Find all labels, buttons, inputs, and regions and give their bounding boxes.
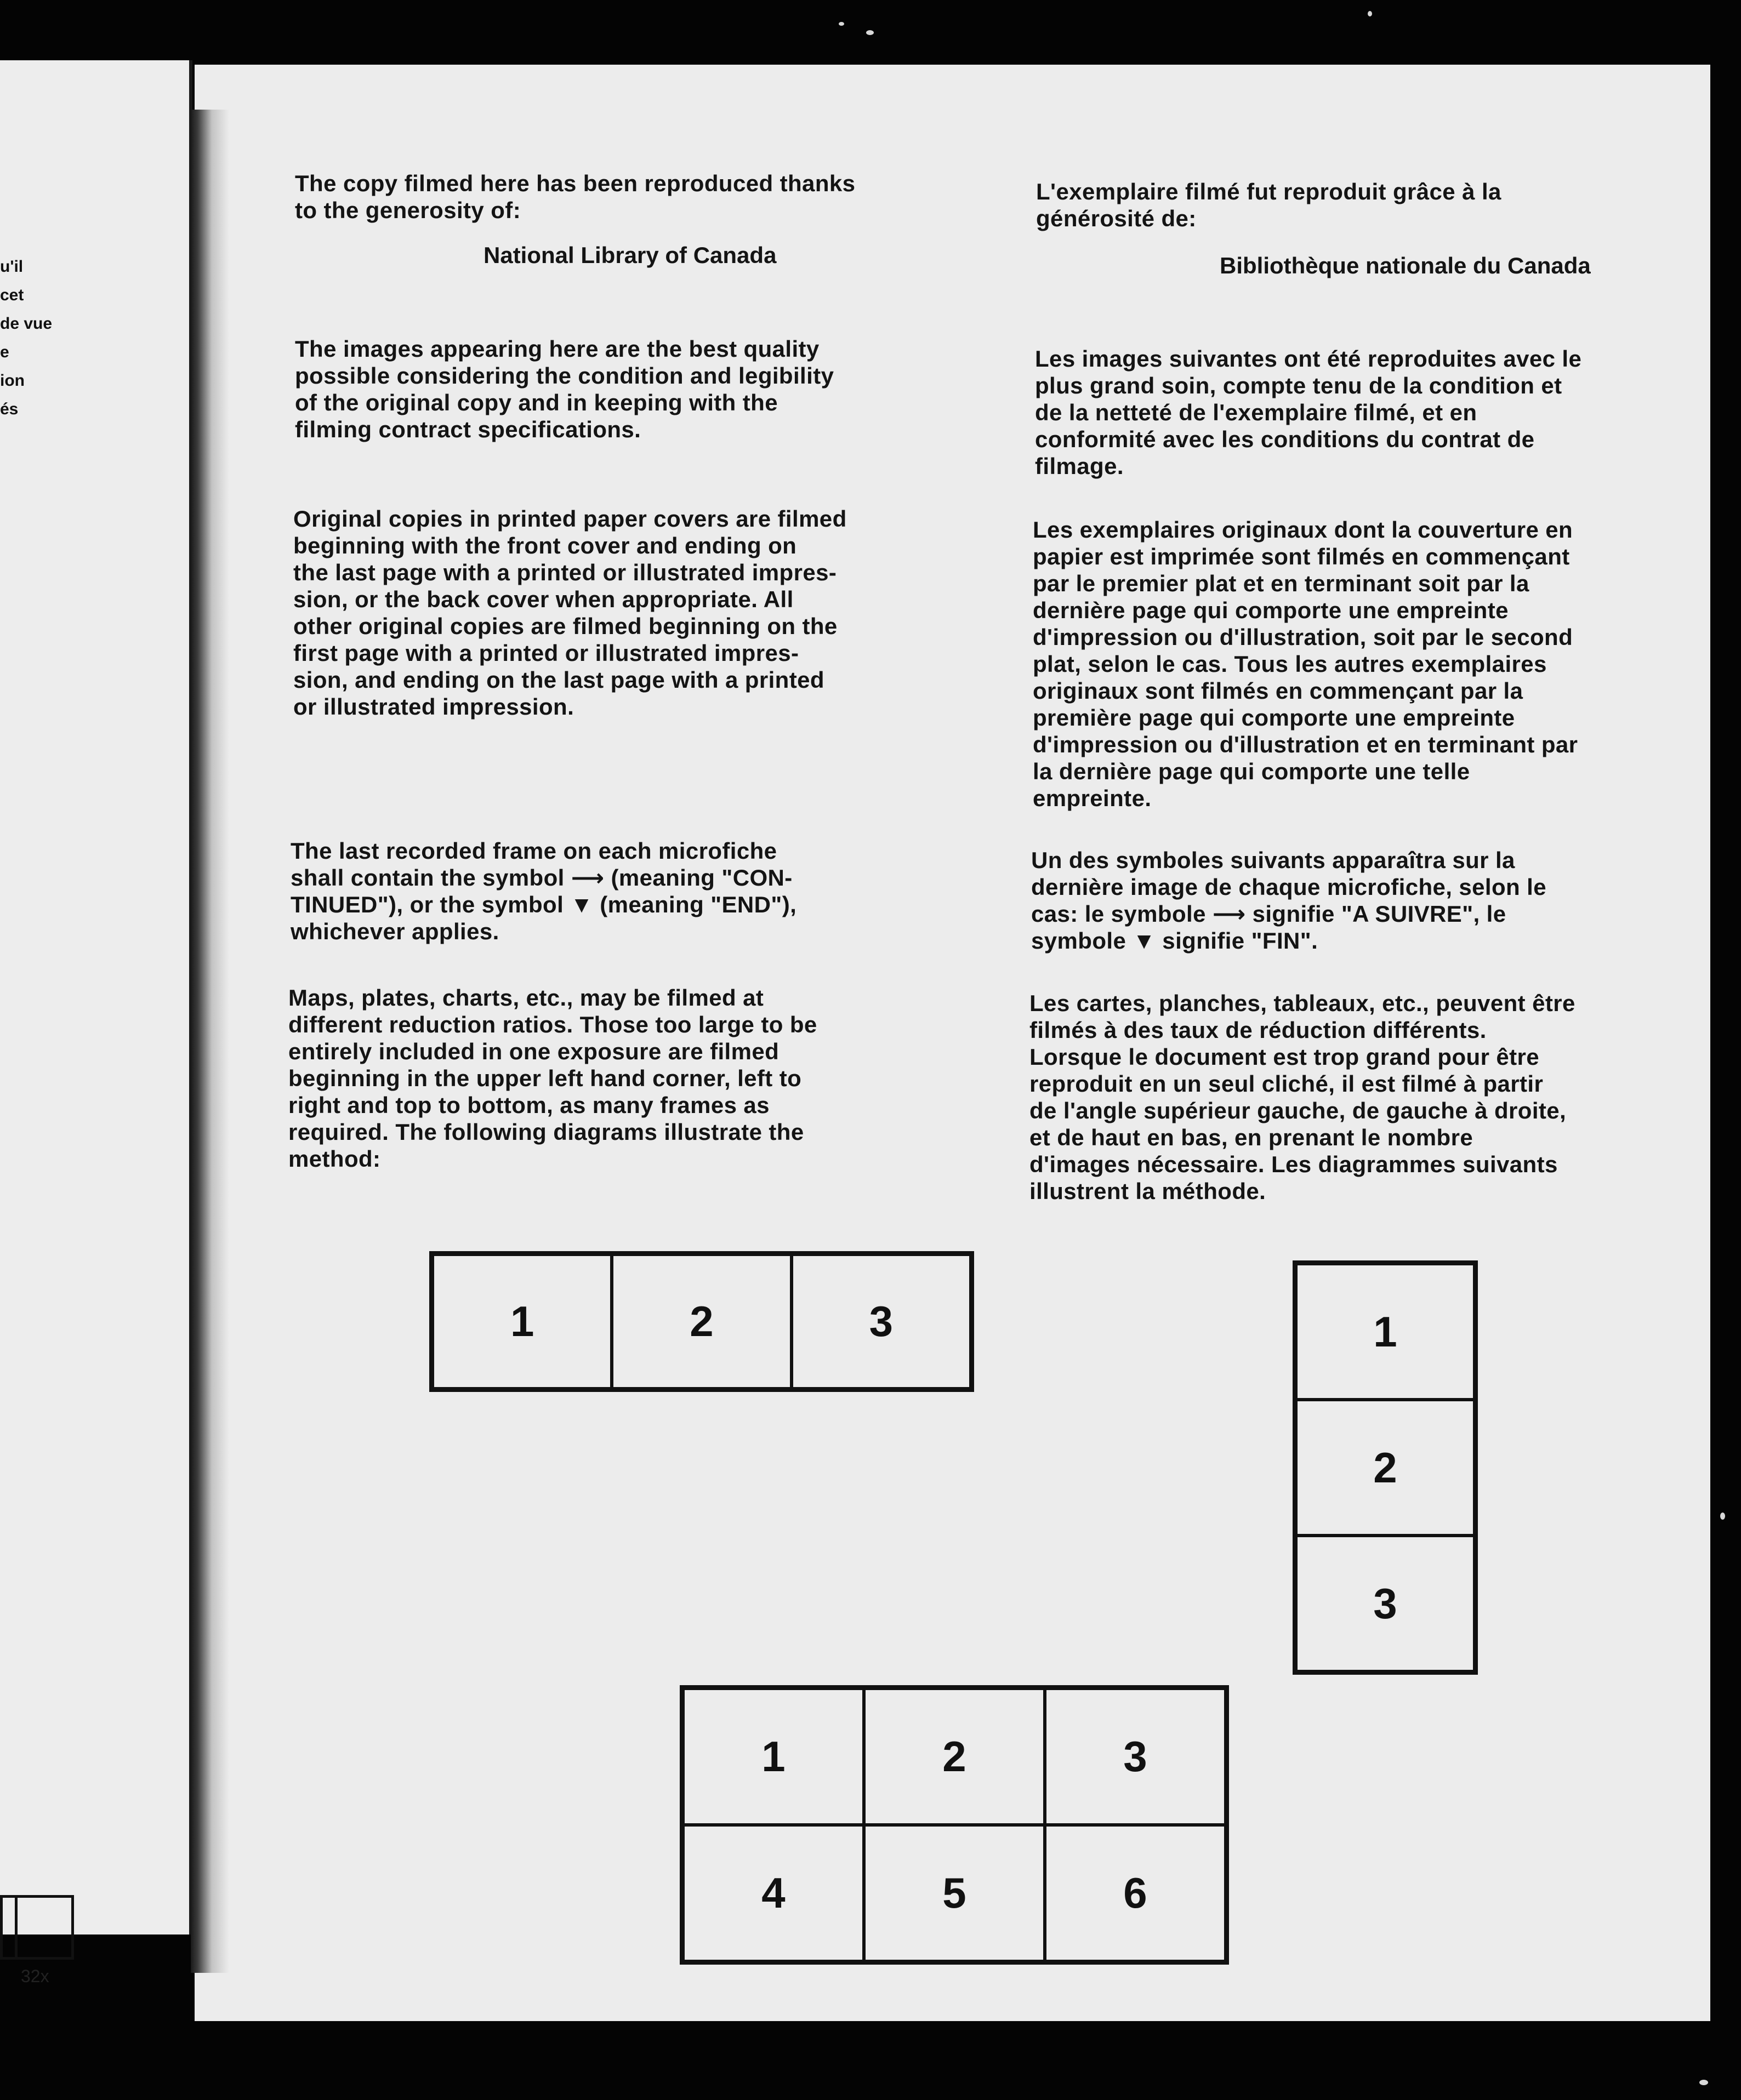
english-maps-plates: Maps, plates, charts, etc., may be filmed at different reduction ratios. Those too large to be entirely included in one exposure are filmed beginning in the upper left hand corner, left to right and top to bottom, as many frames as required. The following diagrams illustrate the method: bbox=[288, 985, 817, 1172]
diagram-cell: 1 bbox=[1296, 1264, 1475, 1400]
diagram-cell: 2 bbox=[612, 1254, 791, 1389]
left-fragment-6: és bbox=[0, 400, 19, 418]
left-fragment-4: e bbox=[0, 343, 9, 361]
left-diagram-cell bbox=[15, 1895, 74, 1960]
diagram-cell: 5 bbox=[864, 1825, 1045, 1961]
french-library-name: Bibliothèque nationale du Canada bbox=[1220, 253, 1591, 278]
english-image-quality: The images appearing here are the best quality possible considering the condition and legibility of the original copy and in keeping with the filming contract specifications. bbox=[295, 336, 834, 442]
english-original-copies: Original copies in printed paper covers are filmed beginning with the front cover and ending on the last page with a printed or illustrated impres- sion, or the back cover when appropriate. All other original copies are filmed beginning on the first page with a printed or illustrated impres- sion, and ending on the last page with a printed or illustrated impression. bbox=[293, 506, 847, 720]
english-acknowledgement: The copy filmed here has been reproduced thanks to the generosity of: bbox=[295, 170, 856, 223]
diagram-vertical bbox=[1293, 1260, 1478, 1675]
diagram-grid bbox=[680, 1685, 1229, 1965]
french-symbols: Un des symboles suivants apparaîtra sur la dernière image de chaque microfiche, selon le cas: le symbole ⟶ signifie "A SUIVRE", le symbole ▼ signifie "FIN". bbox=[1031, 847, 1546, 954]
diagram-cell: 3 bbox=[1045, 1688, 1226, 1825]
diagram-cell: 3 bbox=[1296, 1536, 1475, 1671]
left-fragment-1: u'il bbox=[0, 258, 24, 276]
diagram-cell: 6 bbox=[1045, 1825, 1226, 1961]
film-speck bbox=[1720, 1513, 1725, 1520]
diagram-cell: 1 bbox=[683, 1688, 864, 1825]
left-fragment-3: de vue bbox=[0, 315, 53, 333]
film-speck bbox=[1699, 2080, 1708, 2085]
diagram-cell: 2 bbox=[864, 1688, 1045, 1825]
diagram-cell: 3 bbox=[792, 1254, 971, 1389]
film-speck bbox=[1368, 11, 1372, 16]
left-fragment-2: cet bbox=[0, 286, 24, 304]
french-image-quality: Les images suivantes ont été reproduites avec le plus grand soin, compte tenu de la condition et de la netteté de l'exemplaire filmé, et en conformité avec les conditions du contrat de filmage. bbox=[1035, 346, 1582, 479]
scale-label: 32x bbox=[21, 1966, 49, 1986]
left-partial-page bbox=[0, 60, 192, 1986]
french-maps-plates: Les cartes, planches, tableaux, etc., peuvent être filmés à des taux de réduction différents. Lorsque le document est trop grand pour être reproduit en un seul cliché, il est filmé à partir de l'angle supérieur gauche, de gauche à droite, et de haut en bas, en prenant le nombre d'images nécessaire. Les diagrammes suivants illustrent la méthode. bbox=[1029, 990, 1575, 1204]
english-symbols: The last recorded frame on each microfiche shall contain the symbol ⟶ (meaning "CON- TINUED"), or the symbol ▼ (meaning "END"), whichever applies. bbox=[291, 838, 797, 944]
left-fragment-5: ion bbox=[0, 372, 25, 390]
diagram-cell: 4 bbox=[683, 1825, 864, 1961]
diagram-cell: 2 bbox=[1296, 1400, 1475, 1536]
english-library-name: National Library of Canada bbox=[483, 242, 777, 268]
film-speck bbox=[839, 22, 844, 26]
film-speck bbox=[866, 30, 874, 35]
french-acknowledgement: L'exemplaire filmé fut reproduit grâce à la générosité de: bbox=[1036, 179, 1501, 231]
page-binding-shadow bbox=[191, 110, 229, 1973]
french-original-copies: Les exemplaires originaux dont la couverture en papier est imprimée sont filmés en commençant par le premier plat et en terminant soit par la dernière page qui comporte une empreinte d'impression ou d'illustration, soit par le second plat, selon le cas. Tous les autres exemplaires originaux sont filmés en commençant par la première page qui comporte une empreinte d'impression ou d'illustration et en terminant par la dernière page qui comporte une telle empreinte. bbox=[1033, 517, 1578, 811]
diagram-horizontal bbox=[429, 1251, 974, 1392]
diagram-cell: 1 bbox=[433, 1254, 612, 1389]
